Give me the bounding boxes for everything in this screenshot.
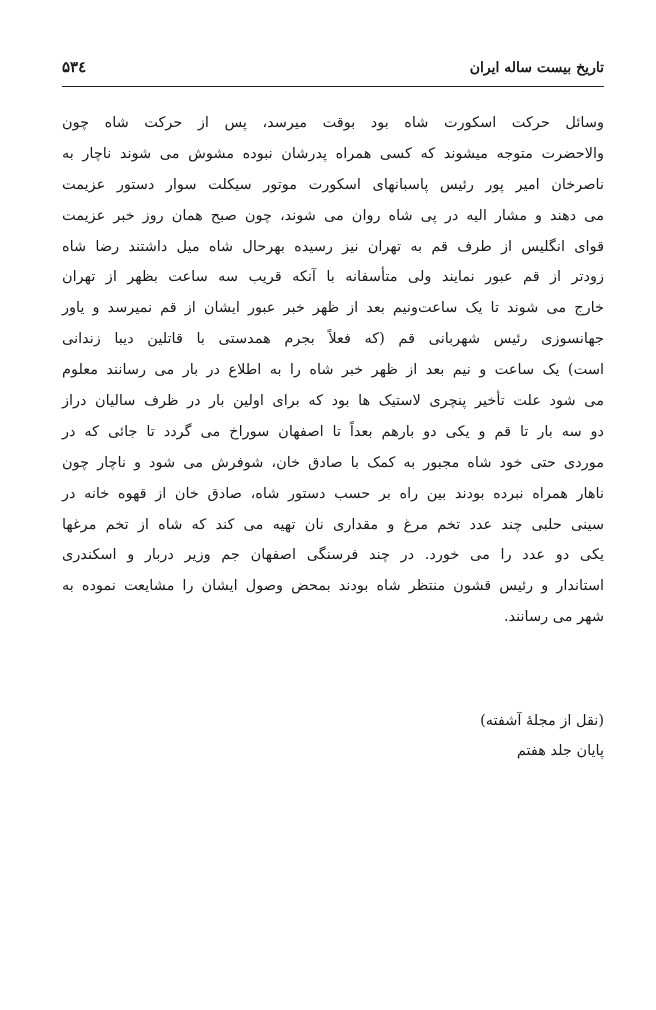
text-line: یکی دو عدد را می خورد. در چند فرسنگی اصفهان جم وزیر دربار و اسکندری bbox=[62, 547, 604, 564]
source-citation: (نقل از مجلهٔ آشفته) bbox=[480, 713, 604, 729]
body-paragraph bbox=[62, 108, 604, 633]
text-line: ناهار همراه نبرده بودند بین راه بر حسب دستور شاه، صادق خان از قهوه خانه در bbox=[62, 485, 604, 502]
running-header bbox=[62, 56, 604, 84]
text-line: موردی حتی خود شاه مجبور به کمک با صادق خان، شوفرش می شود و ناچار چون bbox=[62, 454, 604, 471]
text-line: والاحضرت متوجه میشوند که کسی همراه پدرشان نبوده مشوش می شوند ناچار به bbox=[62, 145, 604, 162]
text-line: می شود علت تأخیر پنچری لاستیک ها بود که برای اولین بار در ظرف سالیان دراز bbox=[62, 393, 604, 410]
text-line: جهانسوزی رئیس شهربانی قم (که فعلاً بجرم همدستی با قاتلین دیبا زندانی bbox=[62, 331, 604, 348]
text-line: است) یک ساعت و نیم بعد از ظهر خبر شاه را به اطلاع در بار می رسانند معلوم bbox=[62, 362, 604, 379]
header-divider bbox=[62, 86, 604, 87]
text-line: زودتر از قم عبور نمایند ولی متأسفانه با آنکه قریب سه ساعت بظهر از تهران bbox=[62, 269, 604, 286]
book-title: تاریخ بیست ساله ایران bbox=[469, 60, 604, 76]
text-line: وسائل حرکت اسکورت شاه بود بوقت میرسد، پس از حرکت شاه چون bbox=[62, 115, 604, 131]
text-line: می دهند و مشار الیه در پی شاه روان می شوند، چون صبح همان روز خبر عزیمت bbox=[62, 207, 604, 224]
text-line: استاندار و رئیس قشون منتظر شاه بودند بمحض وصول ایشان را مشایعت نموده به bbox=[62, 578, 604, 595]
text-line: سینی حلبی چند عدد تخم مرغ و مقداری نان تهیه می کند که شاه از تخم مرغها bbox=[62, 516, 604, 533]
text-line: ناصرخان امیر پور رئیس پاسبانهای اسکورت موتور سیکلت سوار دستور عزیمت bbox=[62, 176, 604, 193]
end-of-volume-note: پایان جلد هفتم bbox=[516, 743, 604, 759]
text-line: شهر می رسانند. bbox=[503, 609, 604, 626]
text-line: خارج می شوند تا یک ساعت‌ونیم بعد از ظهر خبر عبور ایشان از قم نمیرسد و یاور bbox=[62, 300, 604, 317]
page-number: ۵۳٤ bbox=[62, 58, 87, 76]
text-line: دو سه بار تا قم و یکی دو بارهم بعداً تا اصفهان سوراخ می گردد تا جائی که در bbox=[62, 423, 604, 440]
text-line: قوای انگلیس از طرف قم به تهران نیز رسیده بهرحال شاه میل داشتند رضا شاه bbox=[62, 238, 604, 255]
